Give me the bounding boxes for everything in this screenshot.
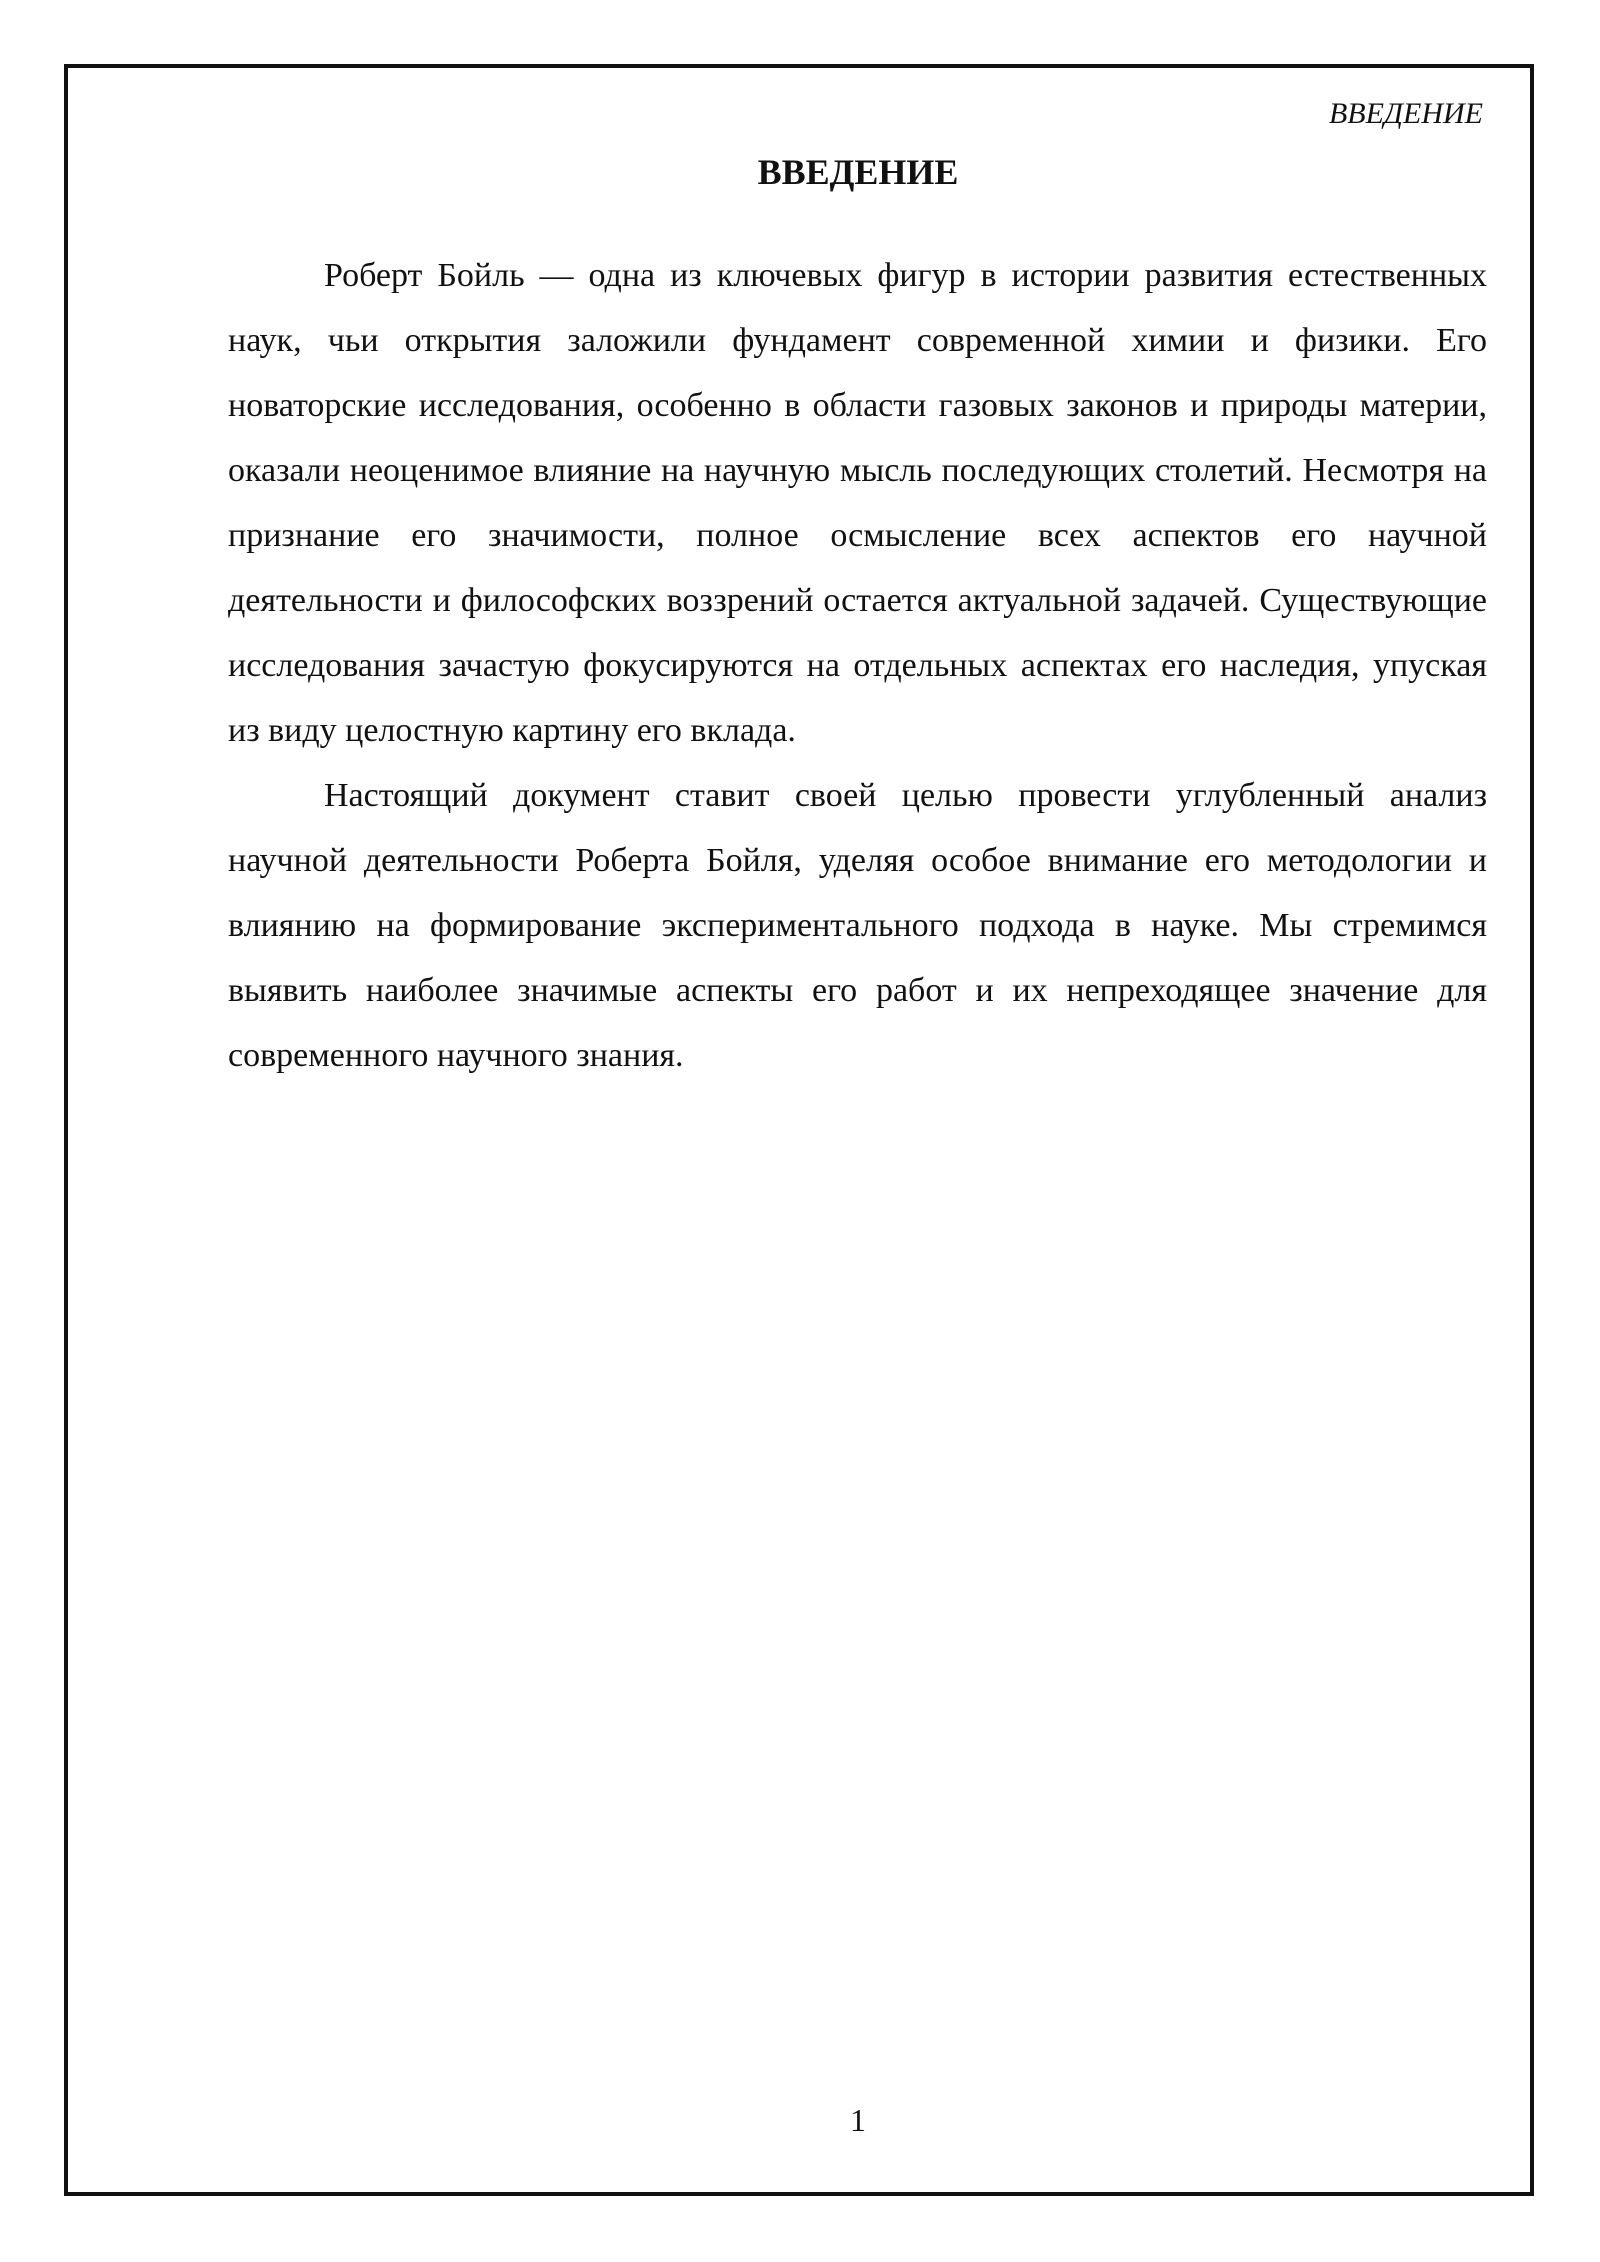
body-text [228, 243, 1487, 1088]
running-header: ВВЕДЕНИЕ [1328, 97, 1483, 130]
section-title: ВВЕДЕНИЕ [757, 152, 959, 192]
paragraph: Роберт Бойль — одна из ключевых фигур в истории развития естественных наук, чьи открытия заложили фундамент современной химии и физики. Его новаторские исследования, особенно в области газовых законов и природы материи, оказали неоценимое влияние на научную мысль последующих столетий. Несмотря на признание его значимости, полное осмысление всех аспектов его научной деятельности и философских воззрений остается актуальной задачей. Существующие исследования зачастую фокусируются на отдельных аспектах его наследия, упуская из виду целостную картину его вклада. [228, 257, 1487, 749]
paragraph: Настоящий документ ставит своей целью провести углубленный анализ научной деятельности Роберта Бойля, уделяя особое внимание его методологии и влиянию на формирование экспериментального подхода в науке. Мы стремимся выявить наиболее значимые аспекты его работ и их непреходящее значение для современного научного знания. [228, 777, 1487, 1074]
page-number: 1 [850, 2102, 866, 2138]
